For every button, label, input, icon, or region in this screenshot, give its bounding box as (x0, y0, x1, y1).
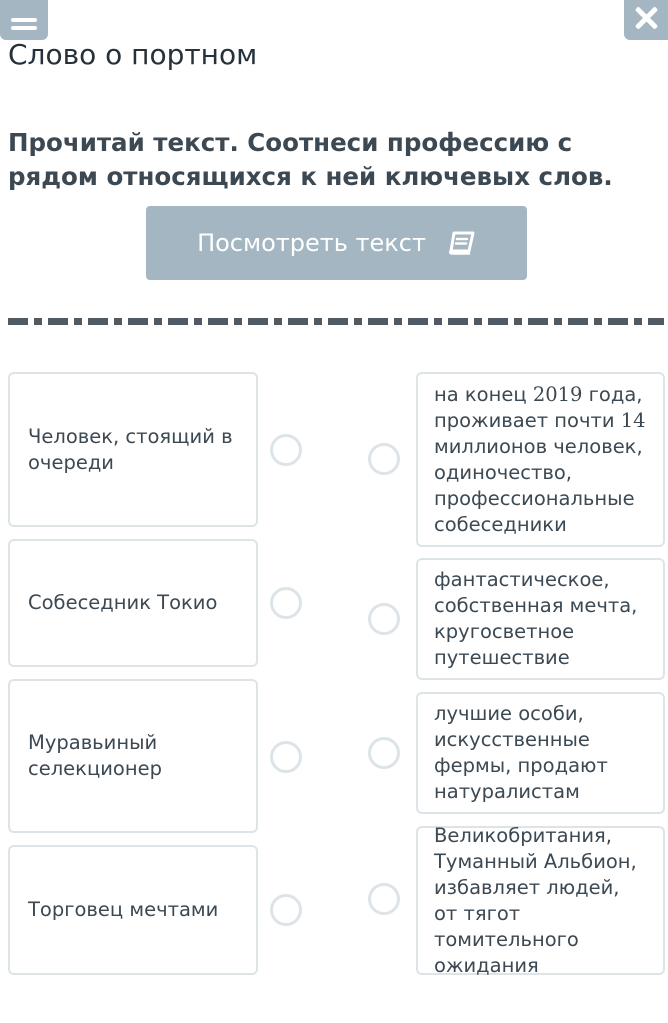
profession-label: Торговец мечтами (28, 898, 219, 921)
close-button[interactable] (624, 0, 668, 40)
book-icon (448, 231, 476, 255)
profession-3-radio[interactable] (270, 741, 302, 773)
profession-card-4[interactable] (8, 845, 258, 975)
keywords-label: лучшие особи, искусственные фермы, продают натуралистам (434, 702, 608, 803)
keywords-label: на конец 2019 года, проживает почти 14 миллионов человек, одиночество, профессиональные собеседники (434, 382, 646, 536)
profession-card-2[interactable] (8, 539, 258, 667)
keywords-card-4[interactable] (416, 823, 665, 977)
profession-label: Собеседник Токио (28, 591, 218, 614)
separator (8, 318, 664, 325)
keywords-2-radio[interactable] (368, 603, 400, 635)
keywords-card-2[interactable] (416, 558, 665, 680)
keywords-label: фантастическое, собственная мечта, кругосветное путешествие (434, 568, 638, 669)
menu-button[interactable] (0, 0, 48, 40)
task-instruction: Прочитай текст. Соотнеси профессию с рядом относящихся к ней ключевых слов. (8, 128, 613, 191)
keywords-1-radio[interactable] (368, 443, 400, 475)
profession-label: Муравьиный селекционер (28, 731, 162, 780)
profession-card-1[interactable] (8, 372, 258, 527)
profession-4-radio[interactable] (270, 894, 302, 926)
page-title: Слово о портном (8, 38, 258, 71)
profession-1-radio[interactable] (270, 434, 302, 466)
view-text-label: Посмотреть текст (197, 229, 426, 257)
view-text-button[interactable] (146, 206, 527, 280)
keywords-3-radio[interactable] (368, 737, 400, 769)
profession-card-3[interactable] (8, 679, 258, 833)
profession-2-radio[interactable] (270, 587, 302, 619)
hamburger-menu-icon (11, 14, 37, 30)
profession-label: Человек, стоящий в очереди (28, 424, 233, 474)
keywords-4-radio[interactable] (368, 883, 400, 915)
keywords-card-1[interactable] (416, 372, 665, 547)
close-icon (634, 8, 658, 32)
keywords-label: Великобритания, Туманный Альбион, избавляет людей, от тягот томительного ожидания (434, 823, 637, 977)
keywords-card-3[interactable] (416, 692, 665, 814)
